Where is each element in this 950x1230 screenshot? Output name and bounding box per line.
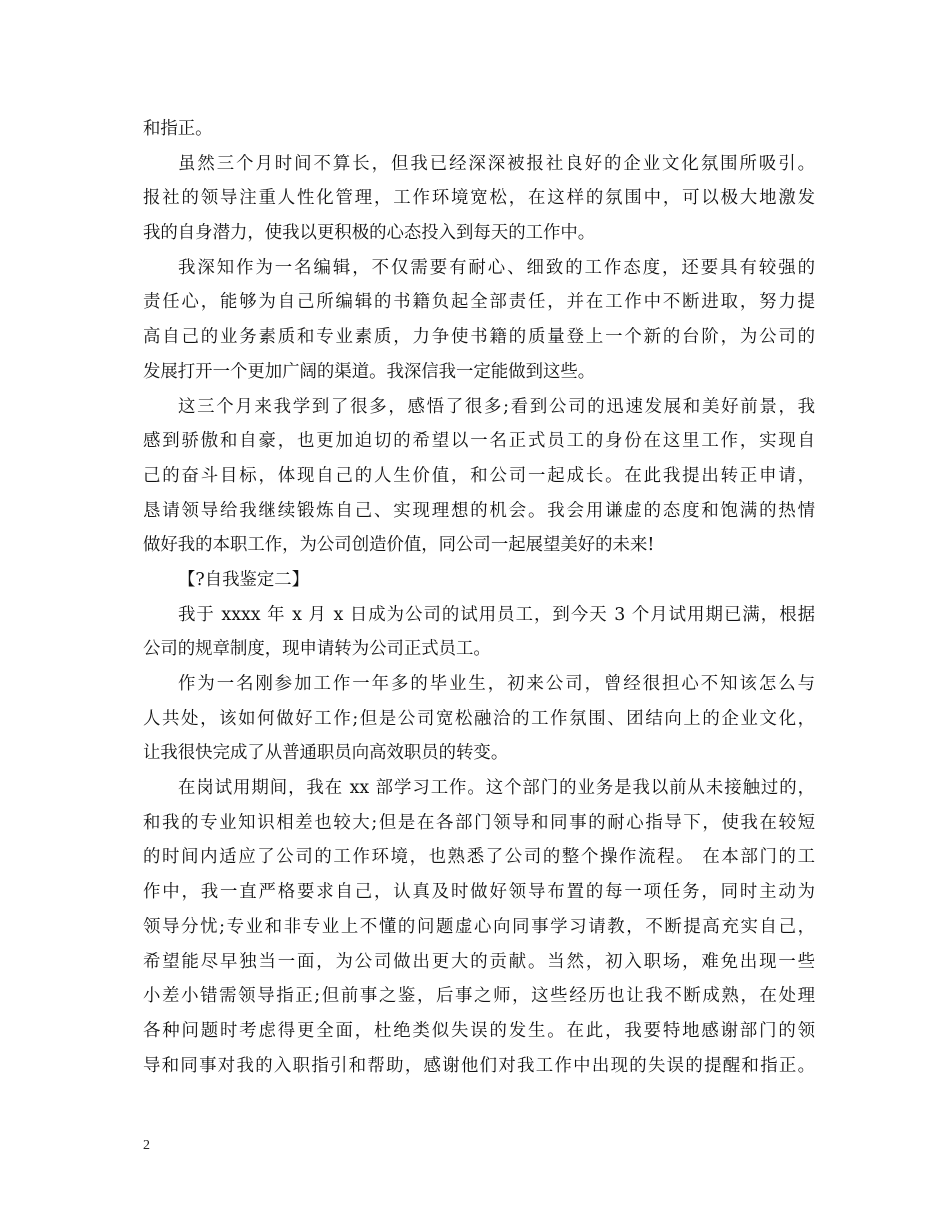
page-number: 2 [143, 1138, 150, 1153]
text-line: 发展打开一个更加广阔的渠道。我深信我一定能做到这些。 [143, 361, 596, 382]
text-line: 在岗试用期间，我在 xx 部学习工作。这个部门的业务是我以前从未接触过的， [178, 778, 815, 799]
text-line: 报社的领导注重人性化管理，工作环境宽松，在这样的氛围中，可以极大地激发 [143, 188, 815, 209]
text-line: 小差小错需领导指正;但前事之鉴，后事之师，这些经历也让我不断成熟，在处理 [143, 986, 815, 1007]
text-line: 做好我的本职工作，为公司创造价值，同公司一起展望美好的未来! [143, 535, 655, 556]
text-line: 导和同事对我的入职指引和帮助，感谢他们对我工作中出现的失误的提醒和指正。 [143, 1055, 815, 1076]
text-line: 领导分忧;专业和非专业上不懂的问题虚心向同事学习请教，不断提高充实自己， [143, 916, 815, 937]
text-line: 人共处，该如何做好工作;但是公司宽松融洽的工作氛围、团结向上的企业文化， [143, 708, 815, 729]
text-line: 己的奋斗目标，体现自己的人生价值，和公司一起成长。在此我提出转正申请， [143, 465, 815, 486]
text-line: 高自己的业务素质和专业素质，力争使书籍的质量登上一个新的台阶，为公司的 [143, 327, 815, 348]
text-line: 虽然三个月时间不算长，但我已经深深被报社良好的企业文化氛围所吸引。 [178, 153, 815, 174]
text-line: 希望能尽早独当一面，为公司做出更大的贡献。当然，初入职场，难免出现一些 [143, 951, 815, 972]
text-line: 让我很快完成了从普通职员向高效职员的转变。 [143, 743, 509, 764]
text-line: 作为一名刚参加工作一年多的毕业生，初来公司，曾经很担心不知该怎么与 [178, 674, 815, 694]
text-line: 责任心，能够为自己所编辑的书籍负起全部责任，并在工作中不断进取，努力提 [143, 292, 815, 313]
text-line: 我深知作为一名编辑，不仅需要有耐心、细致的工作态度，还要具有较强的 [178, 257, 815, 278]
text-line: 公司的规章制度，现申请转为公司正式员工。 [143, 639, 491, 660]
text-line: 恳请领导给我继续锻炼自己、实现理想的机会。我会用谦虚的态度和饱满的热情 [143, 500, 815, 521]
section-heading: 【?自我鉴定二】 [178, 569, 310, 590]
text-line: 各种问题时考虑得更全面，杜绝类似失误的发生。在此，我要特地感谢部门的领 [143, 1020, 815, 1041]
text-line: 作中，我一直严格要求自己，认真及时做好领导布置的每一项任务，同时主动为 [143, 882, 815, 903]
text-line: 我的自身潜力，使我以更积极的心态投入到每天的工作中。 [143, 223, 596, 244]
text-line: 这三个月来我学到了很多，感悟了很多;看到公司的迅速发展和美好前景，我 [178, 396, 815, 417]
body-text [143, 112, 815, 1083]
text-line: 和我的专业知识相差也较大;但是在各部门领导和同事的耐心指导下，使我在较短 [143, 812, 815, 833]
text-line: 的时间内适应了公司的工作环境，也熟悉了公司的整个操作流程。 在本部门的工 [143, 847, 815, 868]
text-line: 我于 xxxx 年 x 月 x 日成为公司的试用员工，到今天 3 个月试用期已满，根据 [178, 604, 815, 625]
text-line: 和指正。 [143, 119, 213, 139]
text-line: 感到骄傲和自豪，也更加迫切的希望以一名正式员工的身份在这里工作，实现自 [143, 431, 815, 452]
